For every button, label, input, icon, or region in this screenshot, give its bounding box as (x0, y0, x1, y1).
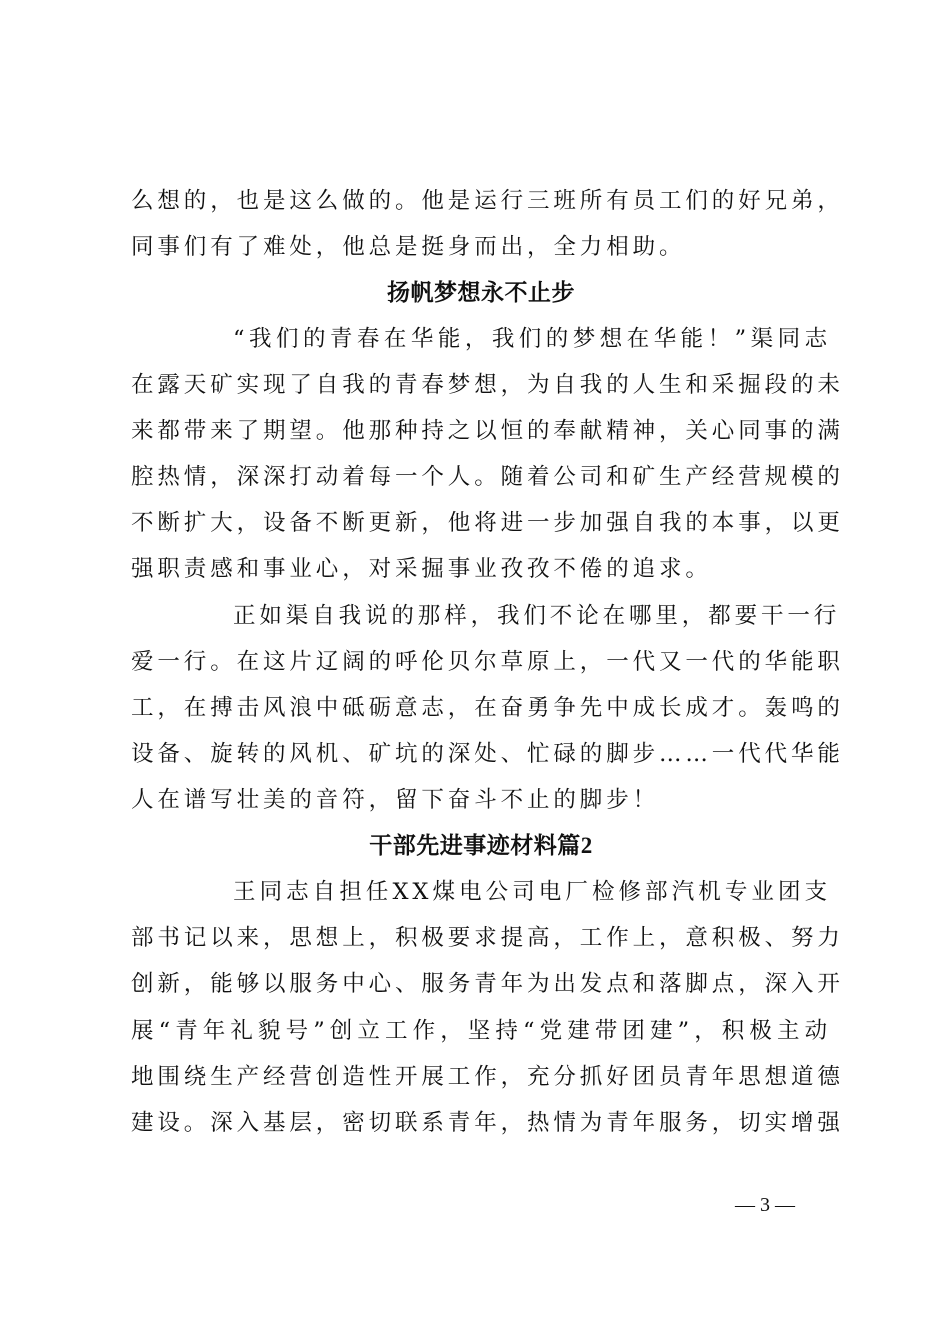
section-heading: 干部先进事迹材料篇2 (369, 833, 593, 858)
paragraph-line: 爱一行。在这片辽阔的呼伦贝尔草原上，一代又一代的华能职 (131, 649, 844, 675)
paragraph-line: 设备、旋转的风机、矿坑的深处、忙碌的脚步……一代代华能 (131, 741, 844, 767)
page-number: — 3 — (735, 1194, 795, 1216)
paragraph-line: 不断扩大，设备不断更新，他将进一步加强自我的本事，以更 (131, 510, 844, 536)
paragraph-line: 腔热情，深深打动着每一个人。随着公司和矿生产经营规模的 (131, 464, 844, 490)
paragraph-line: 创新，能够以服务中心、服务青年为出发点和落脚点，深入开 (131, 971, 844, 997)
paragraph-line: 建设。深入基层，密切联系青年，热情为青年服务，切实增强 (131, 1110, 844, 1136)
paragraph-line: 地围绕生产经营创造性开展工作，充分抓好团员青年思想道德 (131, 1064, 844, 1090)
paragraph-line: 展“青年礼貌号”创立工作，坚持“党建带团建”，积极主动 (131, 1018, 831, 1044)
paragraph-line: 工，在搏击风浪中砥砺意志，在奋勇争先中成长成才。轰鸣的 (131, 695, 844, 721)
paragraph-line: 强职责感和事业心，对采掘事业孜孜不倦的追求。 (131, 556, 712, 582)
paragraph-line: 在露天矿实现了自我的青春梦想，为自我的人生和采掘段的未 (131, 372, 844, 398)
paragraph-line: “我们的青春在华能，我们的梦想在华能！”渠同志 (233, 326, 831, 352)
section-heading: 扬帆梦想永不止步 (387, 280, 575, 305)
paragraph-line: 人在谱写壮美的音符，留下奋斗不止的脚步！ (131, 787, 660, 813)
paragraph-line: 同事们有了难处，他总是挺身而出，全力相助。 (131, 234, 686, 260)
paragraph-line: 部书记以来，思想上，积极要求提高，工作上，意积极、努力 (131, 925, 844, 951)
paragraph-line: 么想的，也是这么做的。他是运行三班所有员工们的好兄弟， (131, 188, 844, 214)
paragraph-line: 正如渠自我说的那样，我们不论在哪里，都要干一行 (233, 603, 841, 629)
paragraph-line: 来都带来了期望。他那种持之以恒的奉献精神，关心同事的满 (131, 418, 844, 444)
paragraph-line: 王同志自担任XX煤电公司电厂检修部汽机专业团支 (233, 879, 831, 905)
